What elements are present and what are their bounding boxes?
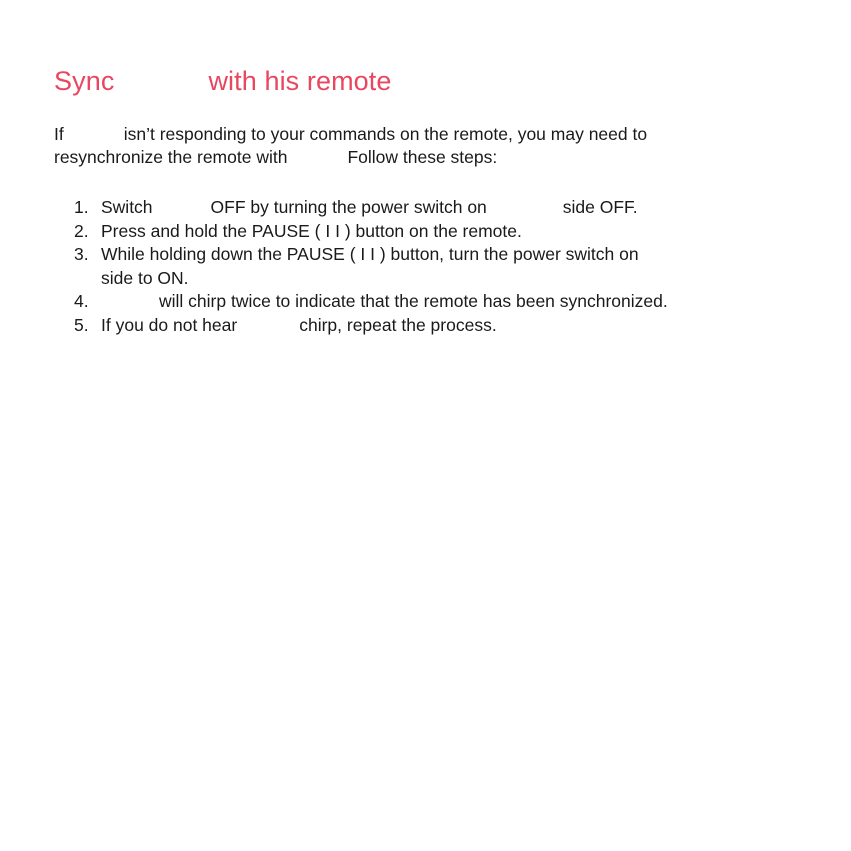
step-text: side OFF. bbox=[562, 197, 638, 217]
step-number: 2. bbox=[74, 220, 89, 241]
intro-line-2 bbox=[54, 146, 647, 169]
step-number: 5. bbox=[74, 314, 89, 335]
step-text: Press and hold the PAUSE ( I I ) button on the remote. bbox=[101, 220, 522, 241]
list-item bbox=[74, 314, 668, 338]
intro-paragraph bbox=[54, 123, 647, 169]
step-text: will chirp twice to indicate that the remote has been synchronized. bbox=[159, 291, 668, 311]
title-part-2: with his remote bbox=[208, 66, 392, 96]
step-text: Switch bbox=[101, 197, 153, 217]
intro-line-1-start: If bbox=[54, 124, 64, 144]
step-number: 3. bbox=[74, 244, 89, 264]
list-item bbox=[74, 196, 668, 220]
step-number: 1. bbox=[74, 197, 89, 217]
step-text-continuation: side to ON. bbox=[101, 267, 189, 288]
title-part-1: Sync bbox=[54, 66, 115, 96]
list-item bbox=[74, 220, 668, 244]
list-item bbox=[74, 290, 668, 314]
step-text: While holding down the PAUSE ( I I ) button, turn the power switch on bbox=[101, 244, 639, 264]
intro-line-2-rest: Follow these steps: bbox=[347, 147, 498, 167]
step-text: chirp, repeat the process. bbox=[299, 314, 497, 335]
steps-list bbox=[74, 196, 668, 337]
intro-line-1-rest: isn’t responding to your commands on the remote, you may need to bbox=[123, 124, 648, 144]
intro-line-2-start: resynchronize the remote with bbox=[54, 147, 288, 167]
list-item bbox=[74, 243, 668, 290]
intro-line-1 bbox=[54, 123, 647, 146]
step-text: If you do not hear bbox=[101, 314, 238, 335]
step-text: OFF by turning the power switch on bbox=[210, 197, 487, 217]
step-number: 4. bbox=[74, 291, 89, 311]
section-title bbox=[54, 66, 392, 97]
